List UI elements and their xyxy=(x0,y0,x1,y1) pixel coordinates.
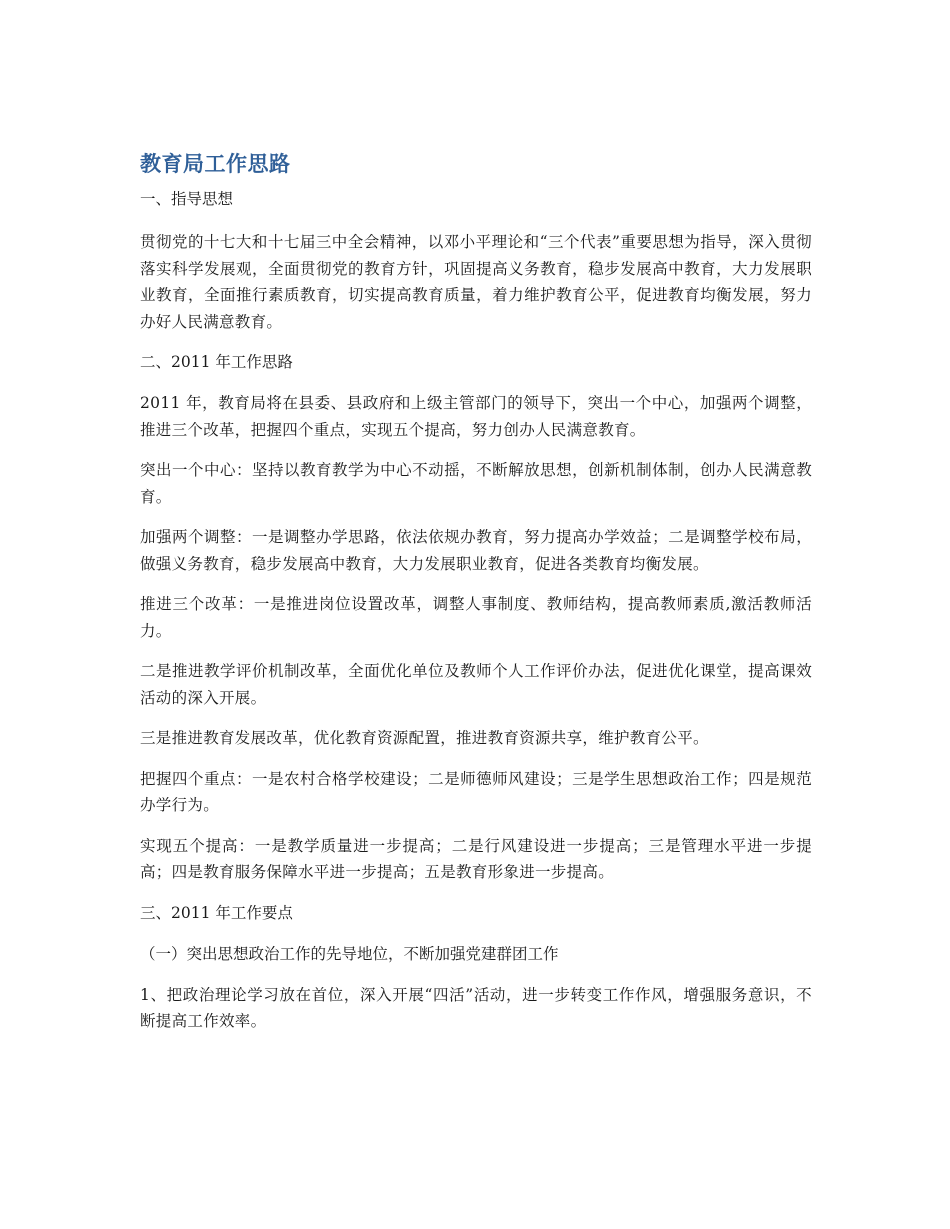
paragraph-reform-three: 三是推进教育发展改革，优化教育资源配置，推进教育资源共享，维护教育公平。 xyxy=(140,729,709,747)
document-title: 教育局工作思路 xyxy=(140,152,291,176)
section-heading-2011-work-ideas: 二、2011 年工作思路 xyxy=(140,353,293,371)
paragraph-one-center: 突出一个中心：坚持以教育教学为中心不动摇，不断解放思想，创新机制体制，创办人民满意教育。 xyxy=(140,461,812,506)
section-heading-guiding-ideology: 一、指导思想 xyxy=(140,190,234,208)
paragraph-guiding-ideology: 贯彻党的十七大和十七届三中全会精神，以邓小平理论和“三个代表”重要思想为指导，深入贯彻落实科学发展观，全面贯彻党的教育方针，巩固提高义务教育，稳步发展高中教育，大力发展职业教育，全面推行素质教育，切实提高教育质量，着力维护教育公平，促进教育均衡发展，努力办好人民满意教育。 xyxy=(140,233,812,331)
paragraph-three-reforms: 推进三个改革：一是推进岗位设置改革，调整人事制度、教师结构，提高教师素质,激活教师活力。 xyxy=(140,595,812,640)
subsection-heading-political-work: （一）突出思想政治工作的先导地位，不断加强党建群团工作 xyxy=(140,944,559,963)
paragraph-two-adjustments: 加强两个调整：一是调整办学思路，依法依规办教育，努力提高办学效益；二是调整学校布局，做强义务教育，稳步发展高中教育，大力发展职业教育，促进各类教育均衡发展。 xyxy=(140,528,812,573)
document-page xyxy=(140,148,812,1049)
paragraph-2011-overview: 2011 年，教育局将在县委、县政府和上级主管部门的领导下，突出一个中心，加强两个调整，推进三个改革，把握四个重点，实现五个提高，努力创办人民满意教育。 xyxy=(140,394,812,439)
section-heading-2011-work-points: 三、2011 年工作要点 xyxy=(140,903,293,922)
paragraph-five-improvements: 实现五个提高：一是教学质量进一步提高；二是行风建设进一步提高；三是管理水平进一步提高；四是教育服务保障水平进一步提高；五是教育形象进一步提高。 xyxy=(140,836,812,881)
paragraph-point-1: 1、把政治理论学习放在首位，深入开展“四活”活动，进一步转变工作作风，增强服务意识，不断提高工作效率。 xyxy=(140,985,812,1030)
paragraph-four-priorities: 把握四个重点：一是农村合格学校建设；二是师德师风建设；三是学生思想政治工作；四是规范办学行为。 xyxy=(140,769,812,814)
paragraph-reform-two: 二是推进教学评价机制改革，全面优化单位及教师个人工作评价办法，促进优化课堂，提高课效活动的深入开展。 xyxy=(140,662,812,707)
